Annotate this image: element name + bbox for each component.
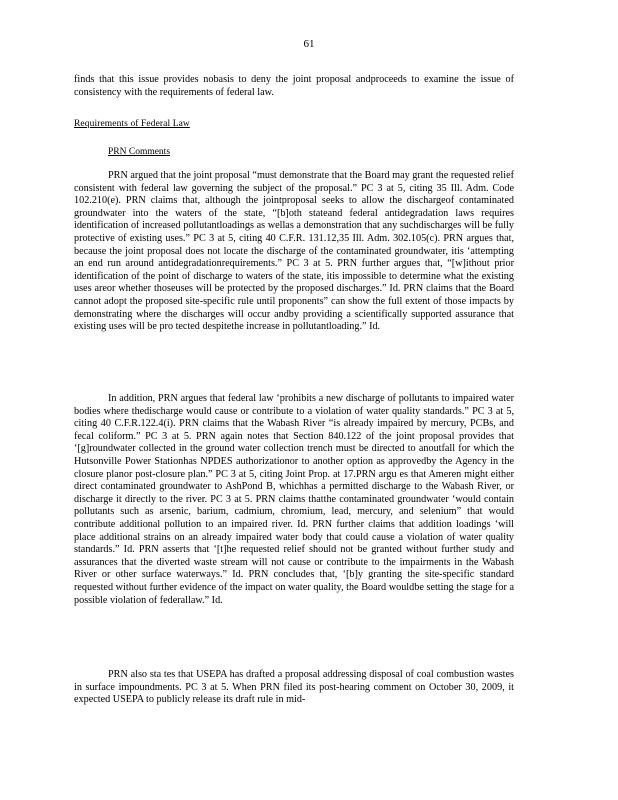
paragraph-2-text: In addition, PRN argues that federal law ‘prohibits a new discharge of pollutants to impaired water bodies where thedischarge would cause or contribute to a violation of water quality standards.” PC 3 at 5, citing 40 C.F.R.122.4(i). PRN claims that the Wabash River “is already impaired by mercury, PCBs, and fecal coliform.” PC 3 at 5. PRN again notes that Section 840.122 of the joint proposal provides that ‘[g]roundwater collected in the ground water collection trench must be directed to anoutfall for which the Hutsonville Power Stationhas NPDES authorizationor to another option as approvedby the Agency in the closure planor post-closure plan.” PC 3 at 5, citing Joint Prop. at 17.PRN argu es that Ameren might either direct contaminated groundwater to AshPond B, whichhas a permitted discharge to the Wabash River, or discharge it directly to the river. PC 3 at 5. PRN claims thatthe contaminated groundwater ‘would contain pollutants such as arsenic, barium, cadmium, chromium, lead, mercury, and selenium” that would contribute additional pollution to an impaired river. Id. PRN further claims that addition loadings ‘will place additional strains on an already impaired water body that could cause a violation of water quality standards.” Id. PRN asserts that ‘[t]he requested relief should not be granted without further study and assurances that the diverted waste stream will not cause or contribute to the impairments in the Wabash River or other surface waterways.” Id. PRN concludes that, ‘[b]y granting the site-specific standard requested without further evidence of the impact on water quality, the Board wouldbe setting the stage for a possible violation of federallaw.” Id. [74,393,514,606]
paragraph-3 [74,669,514,707]
paragraph-3-text: PRN also sta tes that USEPA has drafted a proposal addressing disposal of coal combustion wastes in surface impoundments. PC 3 at 5. When PRN filed its post-hearing comment on October 30, 2009, it expected USEPA to publicly release its draft rule in mid- [74,669,514,706]
paragraph-2 [74,393,514,607]
page-number: 61 [303,38,315,50]
intro-paragraph [74,74,514,99]
intro-paragraph-text: finds that this issue provides nobasis to deny the joint proposal andproceeds to examine the issue of consistency with the requirements of federal law. [74,74,514,98]
section-heading: Requirements of Federal Law [74,119,190,129]
paragraph-1 [74,170,514,334]
paragraph-1-text: PRN argued that the joint proposal “must demonstrate that the Board may grant the requested relief consistent with federal law governing the subject of the proposal.” PC 3 at 5, citing 35 Ill. Adm. Code 102.210(e). PRN claims that, although the jointproposal seeks to allow the dischargeof contaminated groundwater into the waters of the state, “[b]oth stateand federal antidegradation laws requires identification of increased pollutantloadings as wellas a demonstration that any suchdischarges will be fully protective of existing uses.” PC 3 at 5, citing 40 C.F.R. 131.12,35 Ill. Adm. 302.105(c). PRN argues that, because the joint proposal does not locate the discharge of the contaminated groundwater, itis ‘attempting an end run around antidegradationrequirements.” PC 3 at 5. PRN further argues that, “[w]ithout prior identification of the point of discharge to waters of the state, itis impossible to determine what the existing uses areor whether thoseuses will be protected by the proposed discharges.” Id. PRN claims that the Board cannot adopt the proposed site-specific rule until proponents” can show the full extent of those impacts by demonstrating where the discharges will occur andby providing a scientifically supported assurance that existing uses will be pro tected despitethe increase in pollutantloading.” Id. [74,170,514,333]
subsection-heading: PRN Comments [108,147,171,157]
